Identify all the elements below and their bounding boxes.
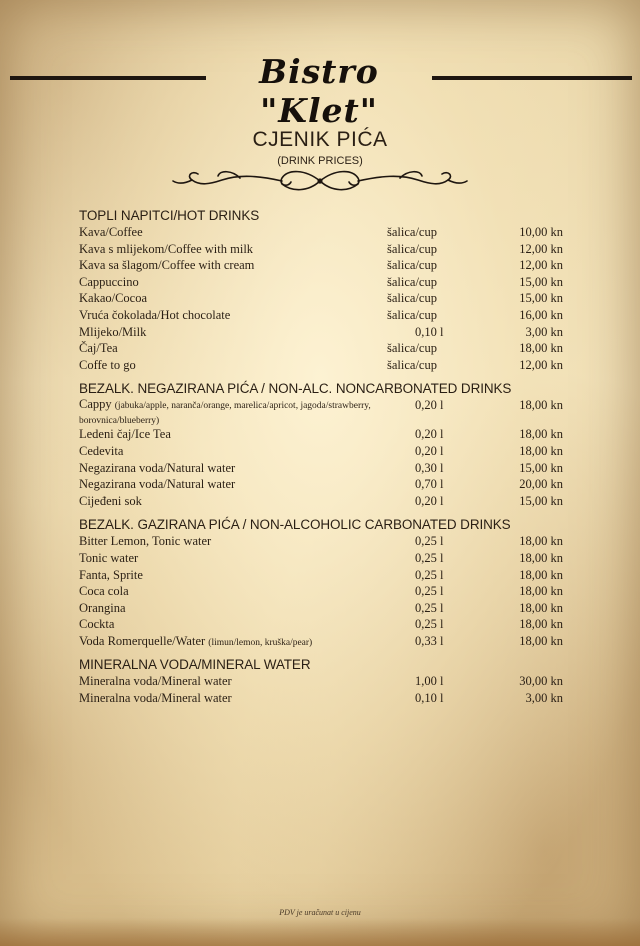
item-name (79, 398, 379, 428)
page-subtitle: (DRINK PRICES) (277, 155, 363, 167)
item-price: 15,00 kn (519, 274, 563, 289)
menu-item (79, 673, 563, 690)
item-name (79, 443, 123, 460)
item-price: 18,00 kn (519, 443, 563, 458)
item-name (79, 567, 143, 584)
brand-header (0, 52, 640, 130)
item-name-text: Kava s mlijekom/Coffee with milk (79, 241, 254, 256)
item-unit: 0,25 l (415, 534, 444, 549)
menu-section (79, 656, 563, 706)
item-name (79, 257, 254, 274)
item-name-text: Cedevita (79, 443, 124, 458)
menu-item (79, 476, 563, 493)
item-name-text: Tonic water (79, 550, 139, 565)
item-unit: 0,20 l (415, 493, 444, 508)
section-title: MINERALNA VODA/MINERAL WATER (79, 657, 311, 673)
item-price: 3,00 kn (525, 324, 563, 339)
item-unit: 0,10 l (415, 691, 444, 706)
item-unit: 0,20 l (415, 398, 444, 413)
item-unit: 0,25 l (415, 584, 444, 599)
item-note: (jabuka/apple, naranča/orange, marelica/apricot, jagoda/strawberry, borovnica/blueberry) (79, 401, 371, 427)
section-title: BEZALK. NEGAZIRANA PIĆA / NON-ALC. NONCARBONATED DRINKS (79, 381, 512, 397)
menu-item (79, 550, 563, 567)
item-name-text: Ledeni čaj/Ice Tea (79, 427, 171, 442)
item-price: 12,00 kn (519, 357, 563, 372)
section-title: TOPLI NAPITCI/HOT DRINKS (79, 208, 260, 223)
item-name-text: Mlijeko/Milk (79, 324, 147, 339)
header-rule-right (432, 76, 632, 80)
menu-item (79, 583, 563, 600)
item-price: 18,00 kn (519, 550, 563, 565)
section-title: BEZALK. GAZIRANA PIĆA / NON-ALCOHOLIC CARBONATED DRINKS (79, 517, 511, 533)
item-name (79, 690, 232, 707)
item-name-text: Vruća čokolada/Hot chocolate (79, 307, 231, 322)
item-name (79, 426, 171, 443)
item-unit: 0,20 l (415, 427, 444, 442)
item-name (79, 274, 139, 291)
menu-item (79, 443, 563, 460)
item-name (79, 290, 147, 307)
item-name (79, 600, 126, 617)
flourish-ornament-icon (170, 166, 470, 196)
menu-item (79, 241, 563, 258)
item-name-text: Cijeđeni sok (79, 493, 142, 508)
brand-name: Bistro "Klet" (259, 52, 379, 130)
item-name-text: Negazirana voda/Natural water (79, 460, 236, 475)
item-name (79, 533, 211, 550)
menu-item (79, 290, 563, 307)
item-price: 15,00 kn (519, 291, 563, 306)
menu-item (79, 426, 563, 443)
item-unit: šalica/cup (387, 357, 437, 372)
item-name-text: Cappuccino (79, 274, 139, 289)
item-name-text: Cockta (79, 617, 115, 632)
item-unit: šalica/cup (387, 307, 437, 322)
item-unit: 0,33 l (415, 633, 444, 648)
item-name (79, 673, 232, 690)
item-name (79, 550, 138, 567)
item-unit: 0,25 l (415, 600, 444, 615)
item-unit: 0,20 l (415, 443, 444, 458)
item-price: 10,00 kn (519, 225, 563, 239)
item-name (79, 476, 235, 493)
item-price: 18,00 kn (519, 633, 563, 648)
item-unit: 0,30 l (415, 460, 444, 475)
item-name (79, 324, 146, 341)
menu-item (79, 533, 563, 550)
item-name-text: Voda Romerquelle/Water (79, 633, 206, 648)
menu-item (79, 324, 563, 341)
item-price: 18,00 kn (519, 600, 563, 615)
item-unit: šalica/cup (387, 241, 437, 256)
item-name-text: Cappy (79, 397, 112, 412)
menu-section (79, 516, 563, 649)
item-price: 20,00 kn (519, 477, 563, 492)
item-price: 18,00 kn (519, 398, 563, 413)
page-edge (0, 918, 640, 946)
menu-item (79, 600, 563, 617)
item-unit: 0,25 l (415, 567, 444, 582)
menu-item (79, 340, 563, 357)
menu-section (79, 207, 563, 373)
item-unit: šalica/cup (387, 291, 437, 306)
item-name-text: Mineralna voda/Mineral water (79, 674, 232, 689)
menu-item (79, 357, 563, 374)
item-name (79, 583, 129, 600)
item-price: 30,00 kn (519, 674, 563, 689)
item-name-text: Bitter Lemon, Tonic water (79, 534, 212, 549)
item-price: 12,00 kn (519, 258, 563, 273)
item-name (79, 340, 118, 357)
menu-item (79, 257, 563, 274)
item-price: 18,00 kn (519, 341, 563, 356)
menu-item (79, 633, 563, 650)
item-name-text: Coca cola (79, 584, 129, 599)
item-unit: 0,25 l (415, 617, 444, 632)
item-name-text: Kakao/Cocoa (79, 291, 148, 306)
drink-menu (79, 207, 563, 707)
menu-item (79, 690, 563, 707)
item-price: 3,00 kn (525, 691, 563, 706)
item-price: 15,00 kn (519, 460, 563, 475)
item-price: 18,00 kn (519, 584, 563, 599)
item-unit: 0,10 l (415, 324, 444, 339)
item-price: 18,00 kn (519, 427, 563, 442)
menu-item (79, 460, 563, 477)
item-name-text: Kava sa šlagom/Coffee with cream (79, 258, 255, 273)
item-name-text: Negazirana voda/Natural water (79, 477, 236, 492)
vat-note: PDV je uračunat u cijenu (279, 908, 361, 917)
item-unit: šalica/cup (387, 225, 437, 239)
item-name-text: Čaj/Tea (79, 341, 118, 356)
item-unit: šalica/cup (387, 258, 437, 273)
item-name-text: Kava/Coffee (79, 225, 143, 239)
item-name (79, 493, 142, 510)
item-price: 18,00 kn (519, 567, 563, 582)
item-name (79, 616, 114, 633)
item-price: 18,00 kn (519, 617, 563, 632)
item-name (79, 224, 143, 241)
header-rule-left (10, 76, 206, 80)
item-note: (limun/lemon, kruška/pear) (208, 637, 313, 648)
item-name (79, 633, 312, 652)
item-name (79, 241, 253, 258)
menu-item (79, 616, 563, 633)
menu-item (79, 307, 563, 324)
item-name-text: Mineralna voda/Mineral water (79, 691, 232, 706)
item-unit: šalica/cup (387, 274, 437, 289)
item-name (79, 357, 136, 374)
item-unit: šalica/cup (387, 341, 437, 356)
menu-item (79, 397, 563, 426)
menu-item (79, 274, 563, 291)
item-price: 12,00 kn (519, 241, 563, 256)
item-name-text: Fanta, Sprite (79, 567, 143, 582)
menu-item (79, 567, 563, 584)
item-name (79, 460, 235, 477)
item-unit: 1,00 l (415, 674, 444, 689)
item-price: 16,00 kn (519, 307, 563, 322)
item-name (79, 307, 230, 324)
item-price: 18,00 kn (519, 534, 563, 549)
item-name-text: Orangina (79, 600, 126, 615)
item-name-text: Coffe to go (79, 357, 136, 372)
page-title: CJENIK PIĆA (252, 128, 388, 151)
menu-section (79, 380, 563, 509)
item-price: 15,00 kn (519, 493, 563, 508)
menu-item (79, 493, 563, 510)
item-unit: 0,25 l (415, 550, 444, 565)
item-unit: 0,70 l (415, 477, 444, 492)
menu-item (79, 224, 563, 241)
